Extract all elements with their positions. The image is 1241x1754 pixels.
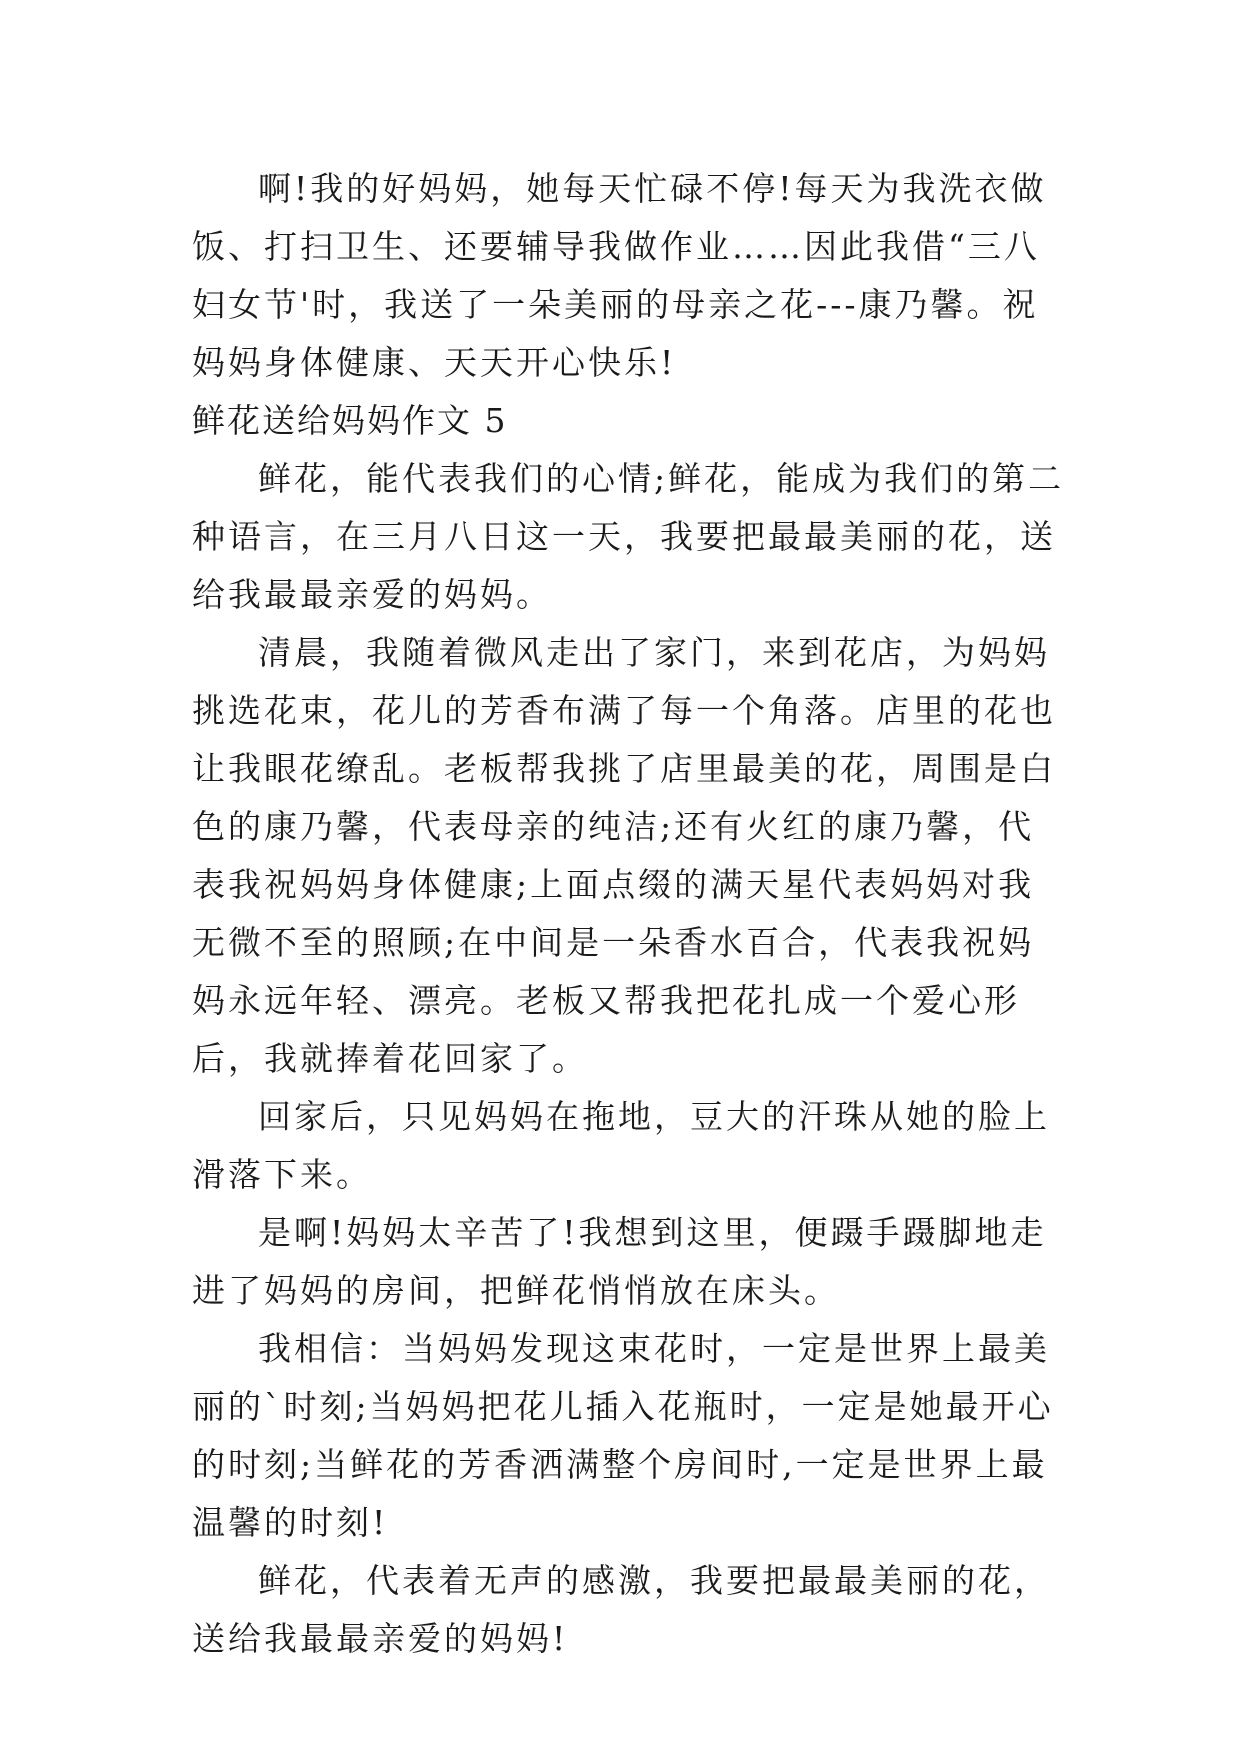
paragraph: 我相信：当妈妈发现这束花时，一定是世界上最美丽的`时刻;当妈妈把花儿插入花瓶时，一定是她最开心的时刻;当鲜花的芳香洒满整个房间时,一定是世界上最温馨的时刻! (192, 1329, 1054, 1542)
essay-title: 鲜花送给妈妈作文 5 (192, 401, 508, 440)
paragraph: 鲜花，能代表我们的心情;鲜花，能成为我们的第二种语言，在三月八日这一天，我要把最最美丽的花，送给我最最亲爱的妈妈。 (192, 459, 1065, 614)
paragraph: 清晨，我随着微风走出了家门，来到花店，为妈妈挑选花束，花儿的芳香布满了每一个角落。店里的花也让我眼花缭乱。老板帮我挑了店里最美的花，周围是白色的康乃馨，代表母亲的纯洁;还有火红的康乃馨，代表我祝妈妈身体健康;上面点缀的满天星代表妈妈对我无微不至的照顾;在中间是一朵香水百合，代表我祝妈妈永远年轻、漂亮。老板又帮我把花扎成一个爱心形后，我就捧着花回家了。 (192, 633, 1056, 1078)
paragraph: 鲜花，代表着无声的感激，我要把最最美丽的花，送给我最最亲爱的妈妈! (192, 1561, 1050, 1658)
document-body (192, 160, 1067, 1668)
paragraph: 回家后，只见妈妈在拖地，豆大的汗珠从她的脸上滑落下来。 (192, 1097, 1050, 1194)
paragraph: 是啊!妈妈太辛苦了!我想到这里，便蹑手蹑脚地走进了妈妈的房间，把鲜花悄悄放在床头。 (192, 1213, 1047, 1310)
intro-paragraph: 啊!我的好妈妈，她每天忙碌不停!每天为我洗衣做饭、打扫卫生、还要辅导我做作业……因此我借“三八妇女节'时，我送了一朵美丽的母亲之花---康乃馨。祝妈妈身体健康、天天开心快乐! (192, 169, 1047, 382)
